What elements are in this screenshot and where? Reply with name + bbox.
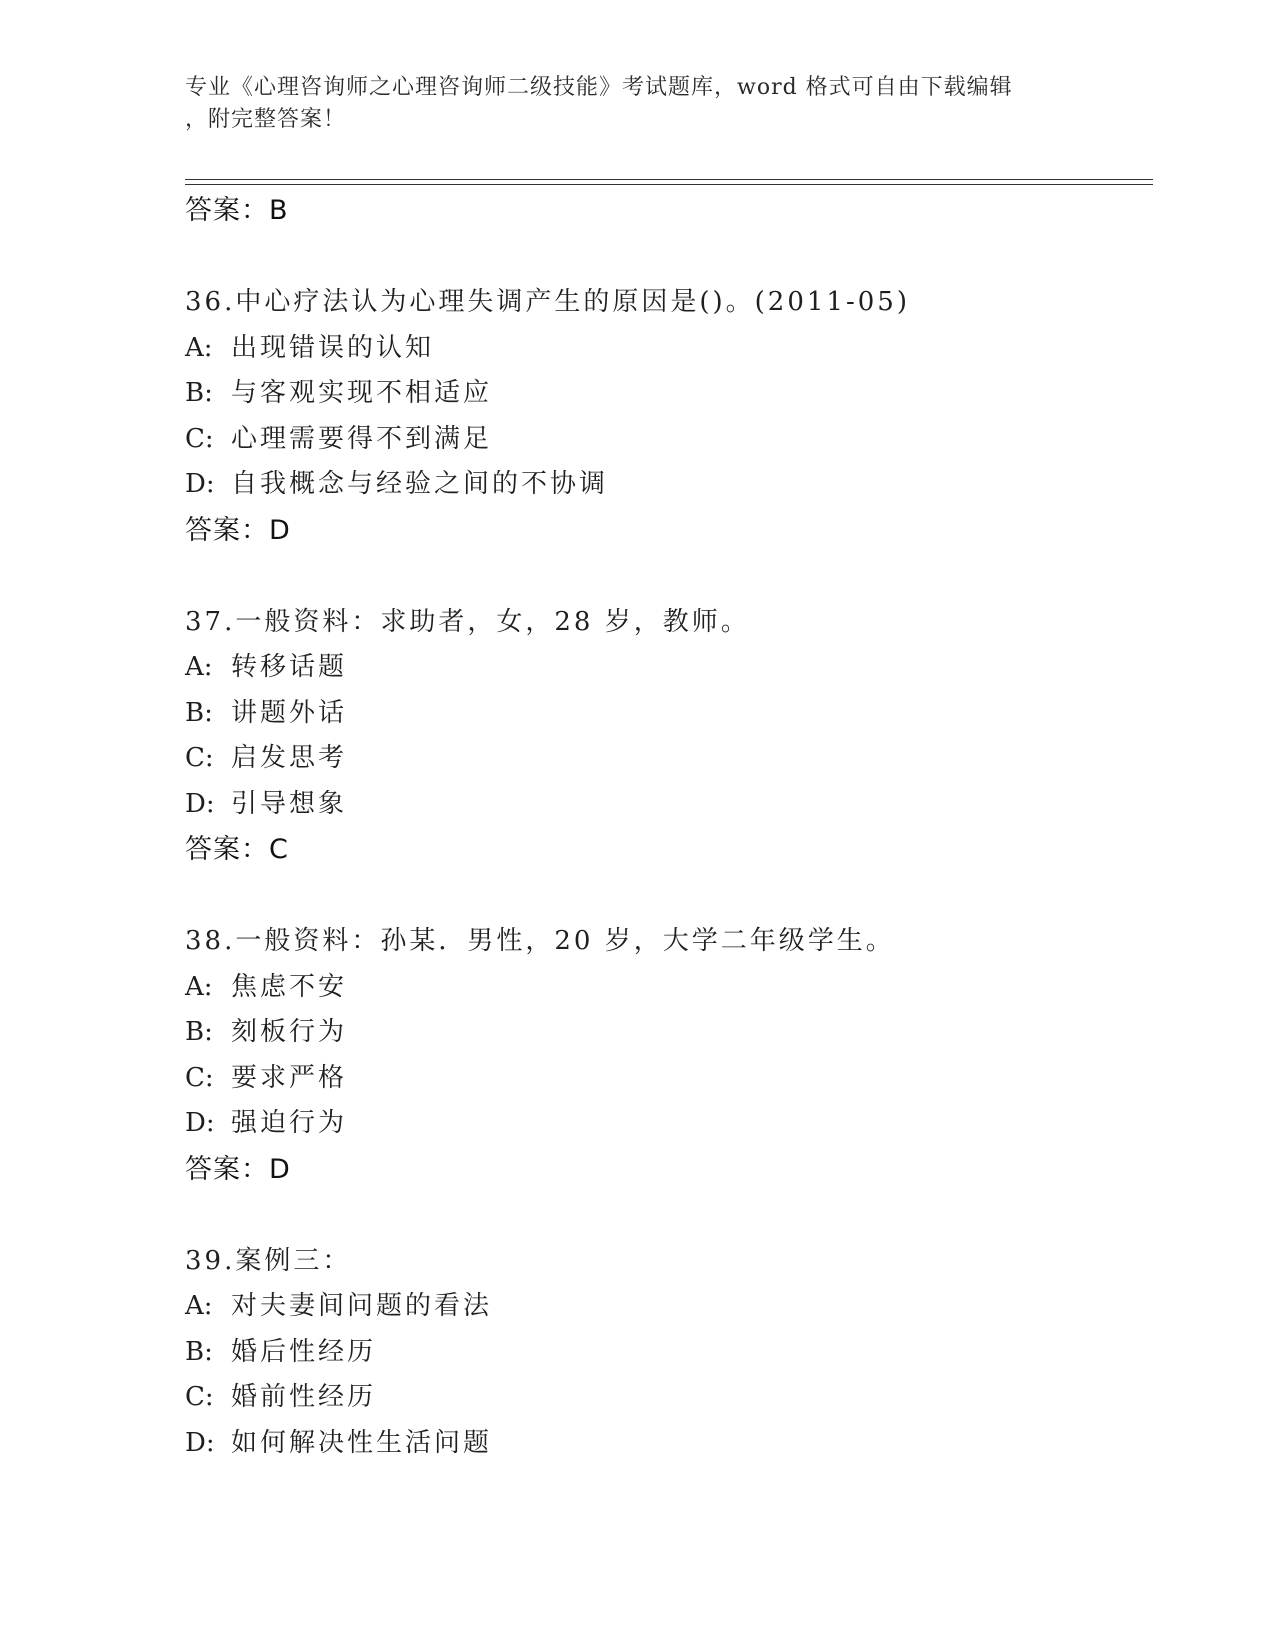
question-block <box>185 919 1145 1192</box>
question-title: 37.一般资料：求助者，女，28 岁，教师。 <box>185 606 750 637</box>
option-text: 出现错误的认知 <box>231 332 435 363</box>
option-key: D: <box>185 788 215 819</box>
option-d <box>185 1101 1145 1147</box>
answer-line: 答案：D <box>185 514 291 546</box>
option-c <box>185 1056 1145 1102</box>
option-key: B: <box>185 697 213 728</box>
document-header <box>185 72 1085 136</box>
option-text: 讲题外话 <box>231 697 348 728</box>
header-line-1: 专业《心理咨询师之心理咨询师二级技能》考试题库，word 格式可自由下载编辑 <box>185 75 1013 100</box>
option-key: C: <box>185 743 214 773</box>
option-b <box>185 1010 1145 1056</box>
option-a <box>185 326 1145 372</box>
spacer <box>185 1192 1145 1239</box>
option-d <box>185 462 1145 508</box>
answer-line: 答案：C <box>185 834 289 865</box>
answer-line: 答案：B <box>185 195 289 226</box>
option-c <box>185 1375 1145 1421</box>
option-text: 要求严格 <box>231 1062 348 1093</box>
option-key: D: <box>185 469 215 499</box>
option-text: 引导想象 <box>231 788 348 819</box>
option-key: A: <box>185 1291 213 1321</box>
option-a <box>185 1284 1145 1330</box>
option-text: 心理需要得不到满足 <box>231 423 493 454</box>
answer-line: 答案：D <box>185 1153 291 1185</box>
option-key: A: <box>185 332 213 363</box>
question-block <box>185 280 1145 553</box>
spacer <box>185 553 1145 600</box>
option-key: B: <box>185 1017 213 1047</box>
option-text: 刻板行为 <box>231 1017 348 1047</box>
option-text: 婚前性经历 <box>231 1382 377 1412</box>
question-list <box>185 188 1145 1466</box>
question-title: 36.中心疗法认为心理失调产生的原因是()。(2011-05) <box>185 287 910 317</box>
option-b <box>185 371 1145 417</box>
question-title: 39.案例三： <box>185 1245 352 1276</box>
header-divider-bottom <box>185 184 1153 185</box>
option-key: C: <box>185 1062 214 1093</box>
option-key: B: <box>185 1336 213 1367</box>
option-text: 转移话题 <box>231 652 348 682</box>
option-c <box>185 417 1145 463</box>
option-text: 如何解决性生活问题 <box>231 1427 493 1458</box>
option-text: 对夫妻间问题的看法 <box>231 1291 493 1321</box>
option-key: B: <box>185 378 213 408</box>
option-text: 启发思考 <box>231 743 348 773</box>
option-key: C: <box>185 423 214 454</box>
header-line-2: ，附完整答案！ <box>185 107 347 132</box>
option-a <box>185 645 1145 691</box>
spacer <box>185 233 1145 280</box>
option-key: A: <box>185 652 213 682</box>
option-text: 强迫行为 <box>231 1108 348 1138</box>
option-d <box>185 782 1145 828</box>
option-key: D: <box>185 1108 215 1138</box>
question-block <box>185 600 1145 873</box>
question-title: 38.一般资料：孙某．男性，20 岁，大学二年级学生。 <box>185 926 895 956</box>
option-b <box>185 1330 1145 1376</box>
option-a <box>185 965 1145 1011</box>
option-key: A: <box>185 971 213 1002</box>
option-text: 婚后性经历 <box>231 1336 377 1367</box>
option-b <box>185 691 1145 737</box>
option-key: C: <box>185 1382 214 1412</box>
option-d <box>185 1421 1145 1467</box>
question-block <box>185 1239 1145 1467</box>
option-c <box>185 736 1145 782</box>
option-text: 与客观实现不相适应 <box>231 378 493 408</box>
option-text: 自我概念与经验之间的不协调 <box>231 469 609 499</box>
option-key: D: <box>185 1427 215 1458</box>
header-divider-top <box>185 179 1153 180</box>
option-text: 焦虑不安 <box>231 971 348 1002</box>
spacer <box>185 872 1145 919</box>
